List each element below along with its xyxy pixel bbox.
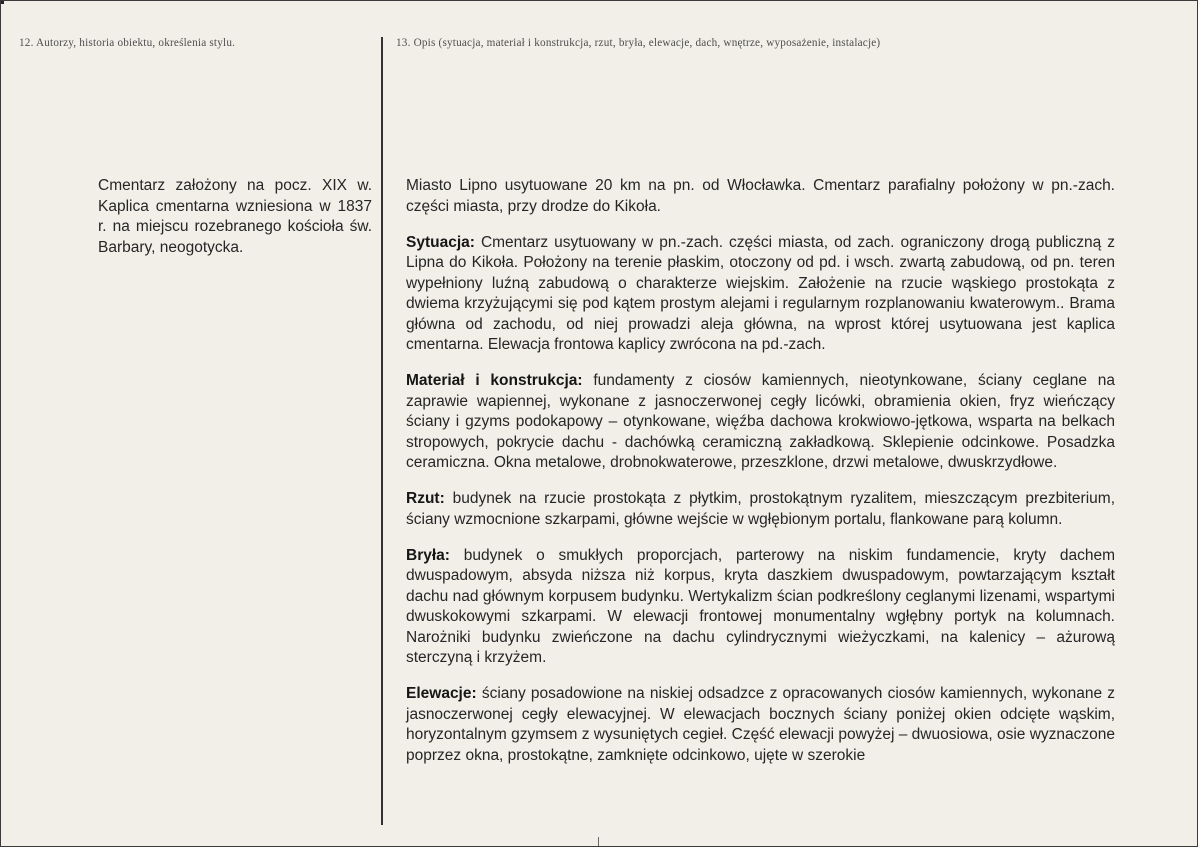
section-heading: Elewacje: [406, 685, 477, 702]
history-column [98, 176, 372, 274]
fold-mark [598, 837, 599, 846]
section-elewacje [406, 684, 1115, 766]
corner-mark [1, 1, 4, 4]
history-text: Cmentarz założony na pocz. XIX w. Kaplica cmentarna wzniesiona w 1837 r. na miejscu rozebranego kościoła św. Barbary, neogotycka. [98, 177, 372, 256]
right-column-header: 13. Opis (sytuacja, materiał i konstrukcja, rzut, bryła, elewacje, dach, wnętrze, wyposażenie, instalacje) [396, 37, 881, 49]
section-text: budynek na rzucie prostokąta z płytkim, prostokątnym ryzalitem, mieszczącym prezbiterium, ściany wzmocnione szkarpami, główne wejście w wgłębionym portalu, flankowane parą kolumn. [406, 490, 1115, 528]
intro-paragraph: Miasto Lipno usytuowane 20 km na pn. od Włocławka. Cmentarz parafialny położony w pn.-zach. części miasta, przy drodze do Kikoła. [406, 177, 1115, 215]
section-sytuacja [406, 233, 1115, 356]
section-text: fundamenty z ciosów kamiennych, nieotynkowane, ściany ceglane na zaprawie wapiennej, wykonane z jasnoczerwonej cegły licówki, obramienia okien, fryz wieńczący ściany i gzyms podokapowy – otynkowane, więźba dachowa krokwiowo-jętkowa, wsparta na belkach stropowych, pokrycie dachu - dachówką ceramiczną zakładkową. Sklepienie odcinkowe. Posadzka ceramiczna. Okna metalowe, drobnokwaterowe, przeszklone, drzwi metalowe, dwuskrzydłowe. [406, 372, 1115, 471]
section-text: budynek o smukłych proporcjach, parterowy na niskim fundamencie, kryty dachem dwuspadowym, absyda niższa niż korpus, kryta daszkiem dwuspadowym, powtarzającym kształt dachu nad głównym korpusem budynku. Wertykalizm ścian podkreślony ceglanymi lizenami, wspartymi dwuskokowymi szkarpami. W elewacji frontowej monumentalny wgłębny portyk na kolumnach. Narożniki budynku zwieńczone na dachu cylindrycznymi wieżyczkami, na kalenicy – ażurową sterczyną i krzyżem. [406, 546, 1115, 666]
left-column-header: 12. Autorzy, historia obiektu, określenia stylu. [19, 37, 236, 49]
description-column [406, 176, 1115, 782]
section-heading: Bryła: [406, 546, 450, 564]
section-material [406, 371, 1115, 474]
column-divider [381, 37, 383, 825]
section-bryla [406, 546, 1115, 669]
section-heading: Materiał i konstrukcja: [406, 372, 583, 389]
section-rzut [406, 489, 1115, 530]
section-heading: Sytuacja: [406, 233, 475, 251]
section-text: ściany posadowione na niskiej odsadzce z opracowanych ciosów kamiennych, wykonane z jasnoczerwonej cegły elewacyjnej. W elewacjach bocznych ściany poniżej okien odcięte wąskim, horyzontalnym gzymsem z wysuniętych cegieł. Część elewacji powyżej – dwuosiowa, osie wyznaczone poprzez okna, prostokątne, zamknięte odcinkowo, ujęte w szerokie [406, 685, 1115, 764]
section-text: Cmentarz usytuowany w pn.-zach. części miasta, od zach. ograniczony drogą publiczną z Lipna do Kikoła. Położony na terenie płaskim, otoczony od pd. i wsch. zwartą zabudową, od pn. teren wypełniony luźną zabudową o charakterze wiejskim. Założenie na rzucie wąskiego prostokąta z dwiema krzyżującymi się pod kątem prostym alejami i regularnym rozplanowaniu kwaterowym.. Brama główna od zachodu, od niej prowadzi aleja główna, na wprost której usytuowana jest kaplica cmentarna. Elewacja frontowa kaplicy zwrócona na pd.-zach. [406, 233, 1115, 353]
section-heading: Rzut: [406, 490, 445, 507]
